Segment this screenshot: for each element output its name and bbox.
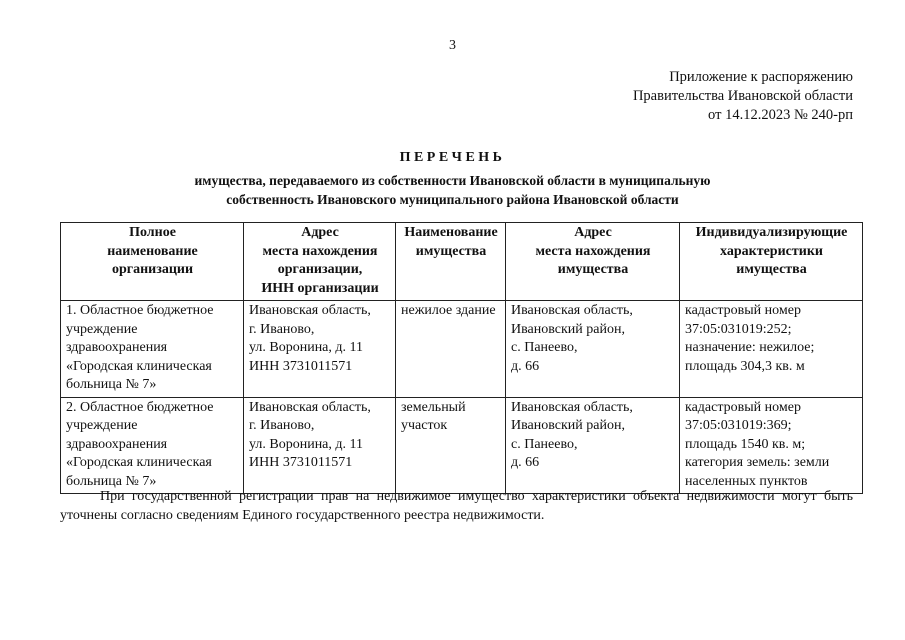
cell-property-characteristics: кадастровый номер 37:05:031019:369; площадь 1540 кв. м; категория земель: земли населенных пунктов (680, 397, 863, 494)
header-property-characteristics: Индивидуализирующие характеристики имущества (680, 223, 863, 301)
property-table (60, 222, 863, 494)
cell-property-characteristics: кадастровый номер 37:05:031019:252; назначение: нежилое; площадь 304,3 кв. м (680, 301, 863, 398)
appendix-line: Приложение к распоряжению (669, 69, 853, 85)
subtitle-line: имущества, передаваемого из собственности Ивановской области в муниципальную (194, 173, 711, 188)
appendix-line: Правительства Ивановской области (632, 88, 853, 104)
cell-property-name: нежилое здание (396, 301, 506, 398)
registration-note: При государственной регистрации прав на недвижимое имущество характеристики объекта недвижимости могут быть уточнены согласно сведениям Единого государственного реестра недвижимости. (60, 489, 853, 523)
cell-property-address: Ивановская область, Ивановский район, с. Панеево, д. 66 (506, 301, 680, 398)
header-property-address: Адрес места нахождения имущества (506, 223, 680, 301)
cell-organization-name: 2. Областное бюджетное учреждение здравоохранения «Городская клиническая больница № 7» (61, 397, 244, 494)
cell-property-address: Ивановская область, Ивановский район, с. Панеево, д. 66 (506, 397, 680, 494)
table-header-row (61, 223, 863, 301)
page-number: 3 (449, 38, 456, 53)
table-row (61, 301, 863, 398)
appendix-line: от 14.12.2023 № 240-рп (708, 107, 853, 123)
subtitle-line: собственность Ивановского муниципального района Ивановской области (226, 192, 679, 207)
cell-organization-name: 1. Областное бюджетное учреждение здравоохранения «Городская клиническая больница № 7» (61, 301, 244, 398)
document-title: ПЕРЕЧЕНЬ (399, 150, 506, 165)
header-organization-address: Адрес места нахождения организации, ИНН организации (244, 223, 396, 301)
cell-organization-address: Ивановская область, г. Иваново, ул. Воронина, д. 11 ИНН 3731011571 (244, 397, 396, 494)
header-property-name: Наименование имущества (396, 223, 506, 301)
cell-organization-address: Ивановская область, г. Иваново, ул. Воронина, д. 11 ИНН 3731011571 (244, 301, 396, 398)
table-row (61, 397, 863, 494)
appendix-header (633, 68, 853, 125)
header-organization-name: Полное наименование организации (61, 223, 244, 301)
cell-property-name: земельный участок (396, 397, 506, 494)
document-subtitle (0, 171, 905, 209)
